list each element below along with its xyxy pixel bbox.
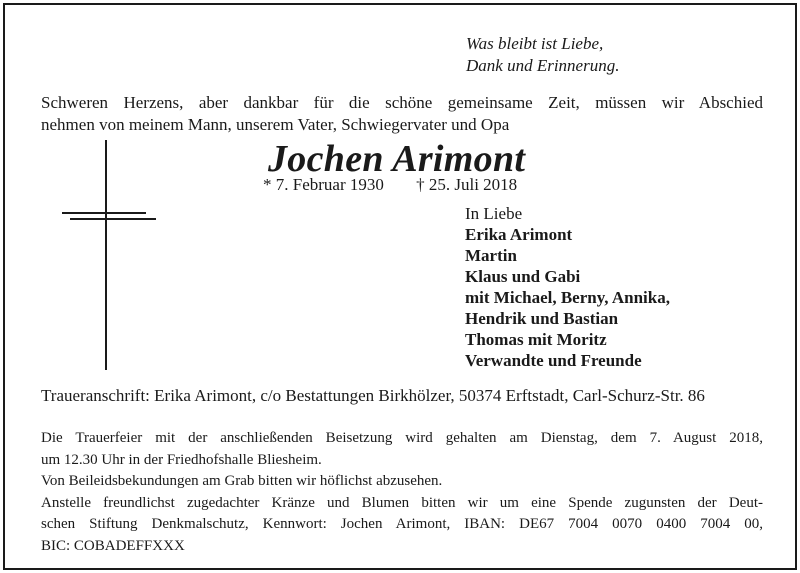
family-signature: [465, 203, 670, 371]
quote-line-2: Dank und Erinnerung.: [466, 56, 620, 75]
cross-vertical-bar: [105, 140, 107, 370]
deceased-name: Jochen Arimont: [268, 138, 526, 180]
family-member: Hendrik und Bastian: [465, 309, 619, 328]
cross-horizontal-bar-1: [62, 212, 146, 214]
family-member: Thomas mit Moritz: [465, 330, 607, 349]
cross-icon: [62, 140, 162, 372]
life-dates: [263, 174, 517, 196]
birth-date: * 7. Februar 1930: [263, 175, 384, 194]
details-line-6: BIC: COBADEFFXXX: [41, 537, 185, 554]
family-intro: In Liebe: [465, 204, 523, 223]
family-member: Martin: [465, 246, 517, 265]
details-line-3: Von Beileidsbekundungen am Grab bitten wir höflichst abzusehen.: [41, 473, 443, 489]
quote-line-1: Was bleibt ist Liebe,: [466, 34, 604, 53]
family-member: Erika Arimont: [465, 225, 573, 244]
details-line-4: Anstelle freundlichst zugedachter Kränze und Blumen bitten wir um eine Spende zugunsten der Deut-: [41, 494, 763, 511]
death-date: † 25. Juli 2018: [416, 175, 518, 194]
intro-text: [41, 92, 763, 136]
intro-line-1: Schweren Herzens, aber dankbar für die schöne gemeinsame Zeit, müssen wir Abschied: [41, 93, 763, 112]
cross-horizontal-bar-2: [70, 218, 156, 220]
intro-line-2: nehmen von meinem Mann, unserem Vater, Schwiegervater und Opa: [41, 115, 510, 134]
details-line-2: um 12.30 Uhr in der Friedhofshalle Bliesheim.: [41, 451, 322, 468]
memorial-quote: [466, 33, 619, 77]
family-member: Verwandte und Freunde: [465, 351, 642, 370]
details-line-1: Die Trauerfeier mit der anschließenden Beisetzung wird gehalten am Dienstag, dem 7. August 2018,: [41, 430, 763, 446]
family-member: Klaus und Gabi: [465, 267, 581, 286]
details-line-5: schen Stiftung Denkmalschutz, Kennwort: Jochen Arimont, IBAN: DE67 7004 0070 0400 7004 00,: [41, 516, 763, 532]
funeral-details: [41, 428, 763, 557]
mourning-address: Traueranschrift: Erika Arimont, c/o Bestattungen Birkhölzer, 50374 Erftstadt, Carl-Schurz-Str. 86: [41, 386, 705, 405]
family-member: mit Michael, Berny, Annika,: [465, 288, 670, 307]
